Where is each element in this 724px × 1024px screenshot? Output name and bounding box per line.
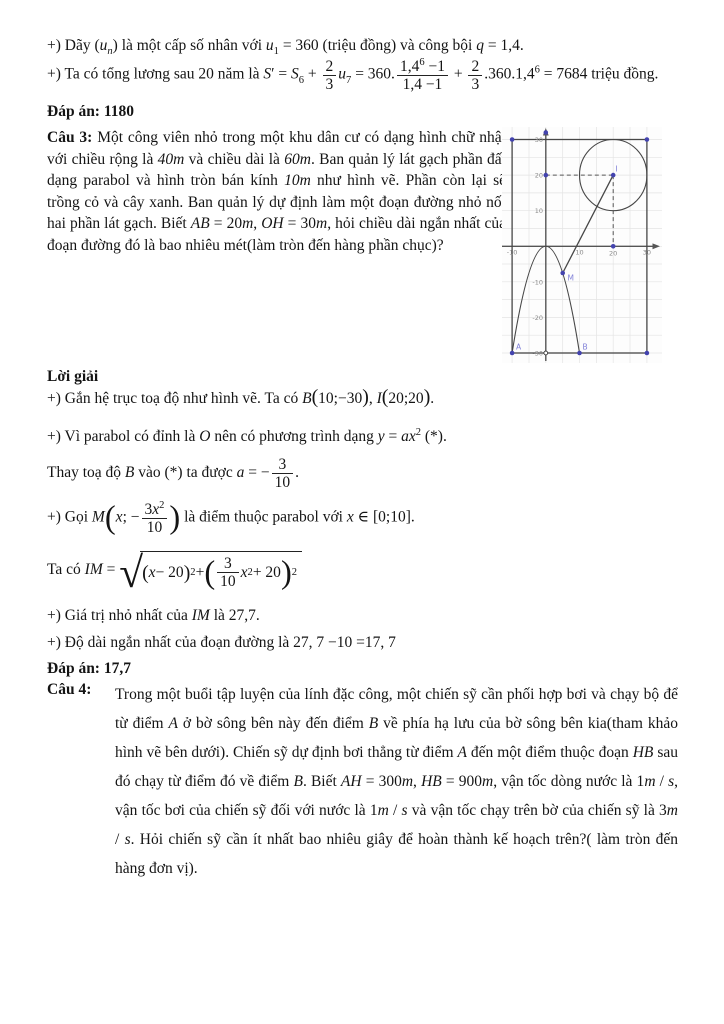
page-content (47, 30, 678, 1024)
segment-MI (563, 175, 614, 273)
ytick-10: 10 (534, 207, 543, 215)
ytick-30: 30 (534, 136, 543, 144)
answer-17-7: Đáp án: 17,7 (47, 660, 131, 677)
label-B: B (582, 342, 588, 352)
answer-1180: Đáp án: 1180 (47, 103, 134, 120)
ytick-m10: -10 (532, 278, 543, 287)
point-B (577, 351, 582, 356)
axis-top-point (544, 130, 549, 135)
xtick-10: 10 (575, 248, 584, 257)
xtick-m10: -10 (506, 248, 518, 257)
intro-line-1: +) Dãy $(u_n)$ là một cấp số nhân với $u_1 = 360$ (triệu đồng) và công bội q = 1,4. (47, 37, 524, 58)
x-axis-arrow-icon (653, 243, 661, 249)
cau3-label: Câu 3: (47, 129, 93, 146)
cau4-paragraph: Trong một buổi tập luyện của lính đặc công, một chiến sỹ cần phối hợp bơi và chạy bộ để từ điểm A ở bờ sông bên này đến điểm B về phía hạ lưu của bờ sông bên kia(tham khảo hình vẽ bên dưới). Chiến sỹ dự định bơi thẳng từ điểm A đến một điểm thuộc đoạn HB sau đó chạy từ điểm đó về điểm B. Biết AH = 300m, HB = 900m, vận tốc dòng nước là 1m / s, vận tốc bơi của chiến sỹ đối với nước là 1m / s và vận tốc chạy trên bờ của chiến sỹ là 3m / s. Hỏi chiến sỹ cần ít nhất bao nhiêu giây để hoàn thành kế hoạch trên?( làm tròn đến hàng đơn vị). (115, 686, 678, 877)
axis-point-x20 (611, 244, 616, 249)
solution-line-4: +) Gọi M(x; − $\frac{3x^2}{10}$ ) là điểm thuộc parabol với x ∈ [0;10]. (47, 500, 415, 537)
corner-point-bottomright (645, 351, 650, 356)
xtick-20: 20 (609, 249, 618, 258)
ytick-m30: -30 (532, 349, 543, 358)
solution-line-7: +) Độ dài ngắn nhất của đoạn đường là 27, 7 −10 =17, 7 (47, 634, 396, 651)
label-A: A (516, 342, 522, 352)
axis-point-y20 (544, 173, 549, 178)
label-I: I (615, 164, 618, 174)
label-M: M (567, 273, 574, 283)
solution-line-2: +) Vì parabol có đỉnh là O nên có phương trình dạng $y = ax^2$ (*). (47, 427, 447, 446)
cau4-block (47, 680, 678, 883)
cau3-text: Một công viên nhỏ trong một khu dân cư có dạng hình chữ nhật với chiều rộng là 40m và chiều dài là 60m. Ban quản lý lát gạch phần đất dạng parabol và hình tròn bán kính 10m như hình vẽ. Phần còn lại sẽ trồng cỏ và cây xanh. Ban quản lý dự định làm một đoạn đường nhỏ nối hai phần lát gạch. Biết AB = 20m, OH = 30m, hỏi chiều dài ngắn nhất của đoạn đường đó là bao nhiêu mét(làm tròn đến hàng phần chục)? (47, 129, 507, 254)
solution-line-5: Ta có IM = √ ( x − 20 ) 2 + ( $\frac{3}{10}$ x 2 + 20 ) 2 (47, 551, 678, 590)
solution-line-3: Thay toạ độ B vào (*) ta được a = − $\frac{3}{10}$ . (47, 456, 299, 492)
solution-line-1: +) Gắn hệ trục toạ độ như hình vẽ. Ta có B(10;−30), I(20;20). (47, 386, 435, 408)
cau3-block (47, 127, 678, 367)
ytick-m20: -20 (532, 314, 543, 322)
ytick-20: 20 (534, 171, 543, 180)
point-M (560, 271, 565, 276)
coordinate-plot (502, 127, 662, 363)
cau3-figure (502, 127, 662, 363)
point-A (510, 351, 515, 356)
corner-point-topleft (510, 137, 515, 142)
corner-point-topright (645, 137, 650, 142)
intro-line-2: +) Ta có tổng lương sau 20 năm là $S' = S_6$ + $\frac{2}{3}$ $u_7 = 360$. $\frac{1,4^6 -1}{1,4 -1}$ + $\frac{2}{3}$ $.360.1,4^6 = 7684$ triệu đồng. (47, 57, 659, 94)
solution-line-6: +) Giá trị nhỏ nhất của IM là 27,7. (47, 607, 260, 624)
solution-heading: Lời giải (47, 368, 99, 385)
cau4-label: Câu 4: (47, 681, 92, 698)
point-H (544, 351, 548, 355)
xtick-30: 30 (642, 248, 652, 257)
cau3-paragraph (47, 127, 506, 256)
